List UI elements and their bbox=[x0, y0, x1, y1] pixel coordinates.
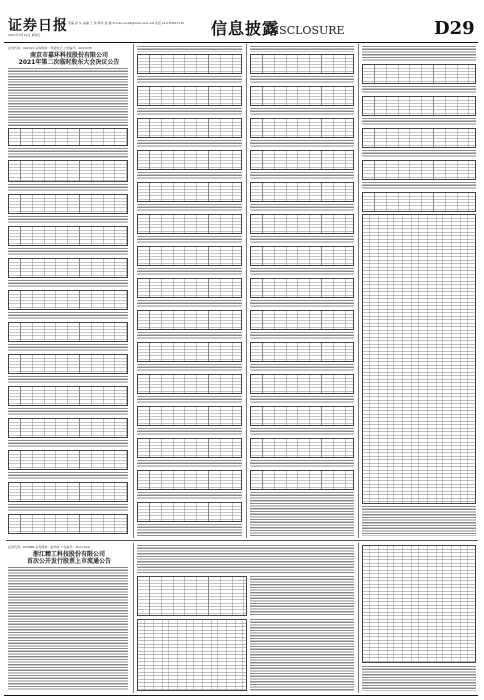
notice-body-text bbox=[250, 619, 354, 691]
notice-body-text bbox=[362, 506, 476, 536]
notice-body-text bbox=[250, 140, 354, 148]
data-table bbox=[250, 182, 354, 202]
notice-body-text bbox=[362, 150, 476, 158]
notice-body-text bbox=[8, 567, 128, 691]
notice-body-text bbox=[250, 576, 354, 616]
data-table bbox=[250, 406, 354, 426]
column-divider bbox=[358, 543, 359, 693]
issue-date: 2021年3月19日 星期五 bbox=[8, 33, 41, 37]
data-table bbox=[8, 418, 128, 438]
notice-body-text bbox=[137, 545, 354, 573]
financial-table bbox=[137, 619, 247, 691]
notice-body-text bbox=[137, 204, 242, 212]
notice-body-text bbox=[137, 76, 242, 84]
data-table bbox=[250, 470, 354, 490]
data-table bbox=[137, 576, 247, 616]
notice-body-text bbox=[250, 460, 354, 468]
notice-body-text bbox=[137, 428, 242, 436]
data-table bbox=[250, 342, 354, 362]
data-table bbox=[137, 502, 242, 522]
section-divider bbox=[6, 540, 478, 541]
notice-body-text bbox=[8, 248, 128, 256]
data-table bbox=[8, 354, 128, 374]
notice-body-text bbox=[137, 108, 242, 116]
data-table bbox=[250, 214, 354, 234]
notice-body-text bbox=[8, 216, 128, 224]
data-table bbox=[250, 438, 354, 458]
data-table bbox=[137, 86, 242, 106]
notice-body-text bbox=[362, 118, 476, 126]
data-table bbox=[250, 86, 354, 106]
data-table bbox=[8, 322, 128, 342]
data-table bbox=[137, 246, 242, 266]
data-table bbox=[8, 482, 128, 502]
section-title-english: DISCLOSURE bbox=[266, 24, 345, 37]
data-table bbox=[8, 194, 128, 214]
data-table bbox=[137, 374, 242, 394]
data-table bbox=[250, 278, 354, 298]
financial-table bbox=[362, 214, 476, 504]
notice-body-text bbox=[8, 148, 128, 158]
notice-body-text bbox=[250, 364, 354, 372]
notice-body-text bbox=[137, 236, 242, 244]
data-table bbox=[8, 128, 128, 146]
notice-company-name: 浙江精工科技股份有限公司 bbox=[32, 551, 105, 558]
data-table bbox=[8, 450, 128, 470]
notice-body-text bbox=[137, 46, 242, 52]
notice-body-text bbox=[250, 76, 354, 84]
data-table bbox=[250, 118, 354, 138]
footer-rule bbox=[4, 695, 478, 696]
notice-body-text bbox=[8, 440, 128, 448]
notice-body-text bbox=[137, 492, 242, 500]
notice-body-text bbox=[250, 492, 354, 536]
data-table bbox=[250, 374, 354, 394]
notice-body-text bbox=[362, 86, 476, 94]
notice-title: 2021年第二次临时股东大会决议公告 bbox=[18, 59, 120, 66]
masthead bbox=[6, 18, 478, 42]
column-divider bbox=[358, 44, 359, 538]
notice-body-text bbox=[137, 300, 242, 308]
notice-body-text bbox=[250, 396, 354, 404]
column-divider bbox=[133, 543, 134, 693]
data-table bbox=[362, 64, 476, 84]
notice-company-name: 南京市嘉环科技股份有限公司 bbox=[29, 52, 108, 59]
notice-body-text bbox=[250, 236, 354, 244]
data-table bbox=[250, 150, 354, 170]
notice-body-text bbox=[250, 204, 354, 212]
notice-body-text bbox=[137, 396, 242, 404]
data-table bbox=[137, 406, 242, 426]
notice-body-text bbox=[250, 108, 354, 116]
data-table bbox=[137, 438, 242, 458]
data-table bbox=[137, 278, 242, 298]
data-table bbox=[137, 310, 242, 330]
notice-body-text bbox=[137, 268, 242, 276]
notice-body-text bbox=[8, 344, 128, 352]
notice-body-text bbox=[8, 472, 128, 480]
column-divider bbox=[246, 44, 247, 538]
notice-body-text bbox=[137, 364, 242, 372]
data-table bbox=[250, 310, 354, 330]
notice-body-text bbox=[250, 172, 354, 180]
notice-body-text bbox=[137, 524, 242, 536]
notice-body-text bbox=[250, 46, 354, 52]
data-table bbox=[8, 514, 128, 534]
data-table bbox=[137, 214, 242, 234]
data-table bbox=[8, 386, 128, 406]
data-table bbox=[250, 54, 354, 74]
notice-body-text bbox=[8, 184, 128, 192]
data-table bbox=[250, 246, 354, 266]
notice-body-text bbox=[362, 46, 476, 62]
data-table bbox=[137, 54, 242, 74]
notice-title: 首次公开发行股票上市流通公告 bbox=[26, 558, 111, 565]
notice-body-text bbox=[137, 140, 242, 148]
data-table bbox=[137, 470, 242, 490]
notice-body-text bbox=[8, 312, 128, 320]
newspaper-logo: 证券日报 bbox=[8, 18, 68, 34]
notice-body-text bbox=[137, 460, 242, 468]
page-number: D29 bbox=[434, 18, 475, 39]
notice-body-text bbox=[8, 408, 128, 416]
masthead-rule bbox=[4, 42, 478, 43]
notice-body-text bbox=[362, 182, 476, 190]
notice-body-text bbox=[362, 666, 476, 691]
column-divider bbox=[133, 44, 134, 538]
notice-body-text bbox=[250, 300, 354, 308]
data-table bbox=[8, 160, 128, 182]
data-table bbox=[362, 96, 476, 116]
data-table bbox=[8, 226, 128, 246]
notice-body-text bbox=[8, 376, 128, 384]
data-table bbox=[137, 118, 242, 138]
notice-body-text bbox=[137, 172, 242, 180]
section-title: 信息披露 bbox=[211, 19, 280, 38]
data-table bbox=[362, 192, 476, 212]
notice-body-text bbox=[137, 332, 242, 340]
notice-body-text bbox=[8, 280, 128, 288]
data-table bbox=[362, 160, 476, 180]
notice-body-text bbox=[250, 332, 354, 340]
data-table bbox=[137, 150, 242, 170]
notice-body-text bbox=[250, 428, 354, 436]
notice-body-text bbox=[8, 504, 128, 512]
data-table bbox=[8, 258, 128, 278]
financial-table bbox=[362, 545, 476, 663]
notice-body-text bbox=[250, 268, 354, 276]
data-table bbox=[137, 342, 242, 362]
data-table bbox=[137, 182, 242, 202]
notice-code-line: 证券代码：002121 证券简称：科陆电子 公告编号：2021035 bbox=[8, 46, 92, 50]
data-table bbox=[8, 290, 128, 310]
notice-code-line: 证券代码：603888 证券简称：新华网 公告编号：2021-010 bbox=[8, 545, 90, 549]
data-table bbox=[362, 128, 476, 148]
editor-line: 责编 孙 华 美编 王 琦 制作 邱 婕 E-mail:zqrb9@zqrb.sina.net 电话 010-83251716 bbox=[68, 21, 185, 25]
notice-body-text bbox=[8, 68, 128, 126]
